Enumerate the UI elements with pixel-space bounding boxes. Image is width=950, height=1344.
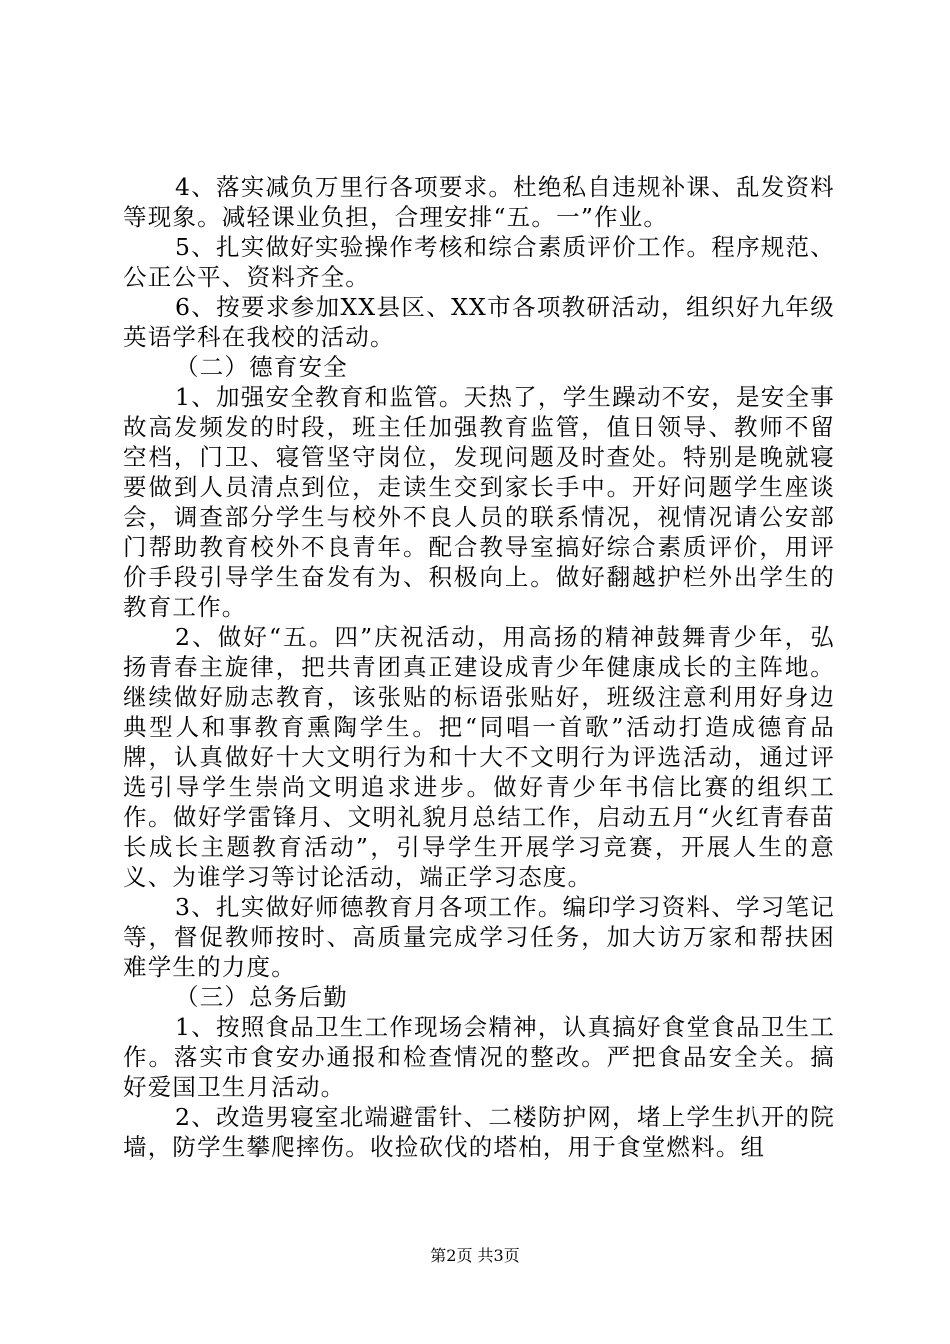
paragraph-safety-1: 1、加强安全教育和监管。天热了，学生躁动不安，是安全事故高发频发的时段，班主任加强教育监管，值日领导、教师不留空档，门卫、寝管坚守岗位，发现问题及时查处。特别是晚就寝要做到人员清点到位，走读生交到家长手中。开好问题学生座谈会，调查部分学生与校外不良人员的联系情况，视情况请公安部门帮助教育校外不良青年。配合教导室搞好综合素质评价，用评价手段引导学生奋发有为、积极向上。做好翻越护栏外出学生的教育工作。 <box>123 383 835 621</box>
section-heading-logistics: （三）总务后勤 <box>175 983 348 1011</box>
paragraph-item-6: 6、按要求参加XX县区、XX市各项教研活动，组织好九年级英语学科在我校的活动。 <box>123 293 835 351</box>
paragraph-logistics-1: 1、按照食品卫生工作现场会精神，认真搞好食堂食品卫生工作。落实市食安办通报和检查情况的整改。严把食品安全关。搞好爱国卫生月活动。 <box>123 1013 835 1101</box>
document-body <box>123 172 835 1162</box>
paragraph-safety-3: 3、扎实做好师德教育月各项工作。编印学习资料、学习笔记等，督促教师按时、高质量完成学习任务，加大访万家和帮扶困难学生的力度。 <box>123 893 835 981</box>
paragraph-logistics-2: 2、改造男寝室北端避雷针、二楼防护网，堵上学生扒开的院墙，防学生攀爬摔伤。收捡砍伐的塔柏，用于食堂燃料。组 <box>123 1103 835 1161</box>
page-number-footer: 第2页 共3页 <box>430 1246 520 1265</box>
section-heading-moral-safety: （二）德育安全 <box>175 353 348 381</box>
paragraph-item-5: 5、扎实做好实验操作考核和综合素质评价工作。程序规范、公正公平、资料齐全。 <box>123 233 835 291</box>
paragraph-safety-2: 2、做好“五。四”庆祝活动，用高扬的精神鼓舞青少年，弘扬青春主旋律，把共青团真正建设成青少年健康成长的主阵地。继续做好励志教育，该张贴的标语张贴好，班级注意利用好身边典型人和事教育熏陶学生。把“同唱一首歌”活动打造成德育品牌，认真做好十大文明行为和十大不文明行为评选活动，通过评选引导学生崇尚文明追求进步。做好青少年书信比赛的组织工作。做好学雷锋月、文明礼貌月总结工作，启动五月“火红青春苗长成长主题教育活动”，引导学生开展学习竞赛，开展人生的意义、为谁学习等讨论活动，端正学习态度。 <box>123 623 835 891</box>
paragraph-item-4: 4、落实减负万里行各项要求。杜绝私自违规补课、乱发资料等现象。减轻课业负担，合理安排“五。一”作业。 <box>123 173 835 231</box>
